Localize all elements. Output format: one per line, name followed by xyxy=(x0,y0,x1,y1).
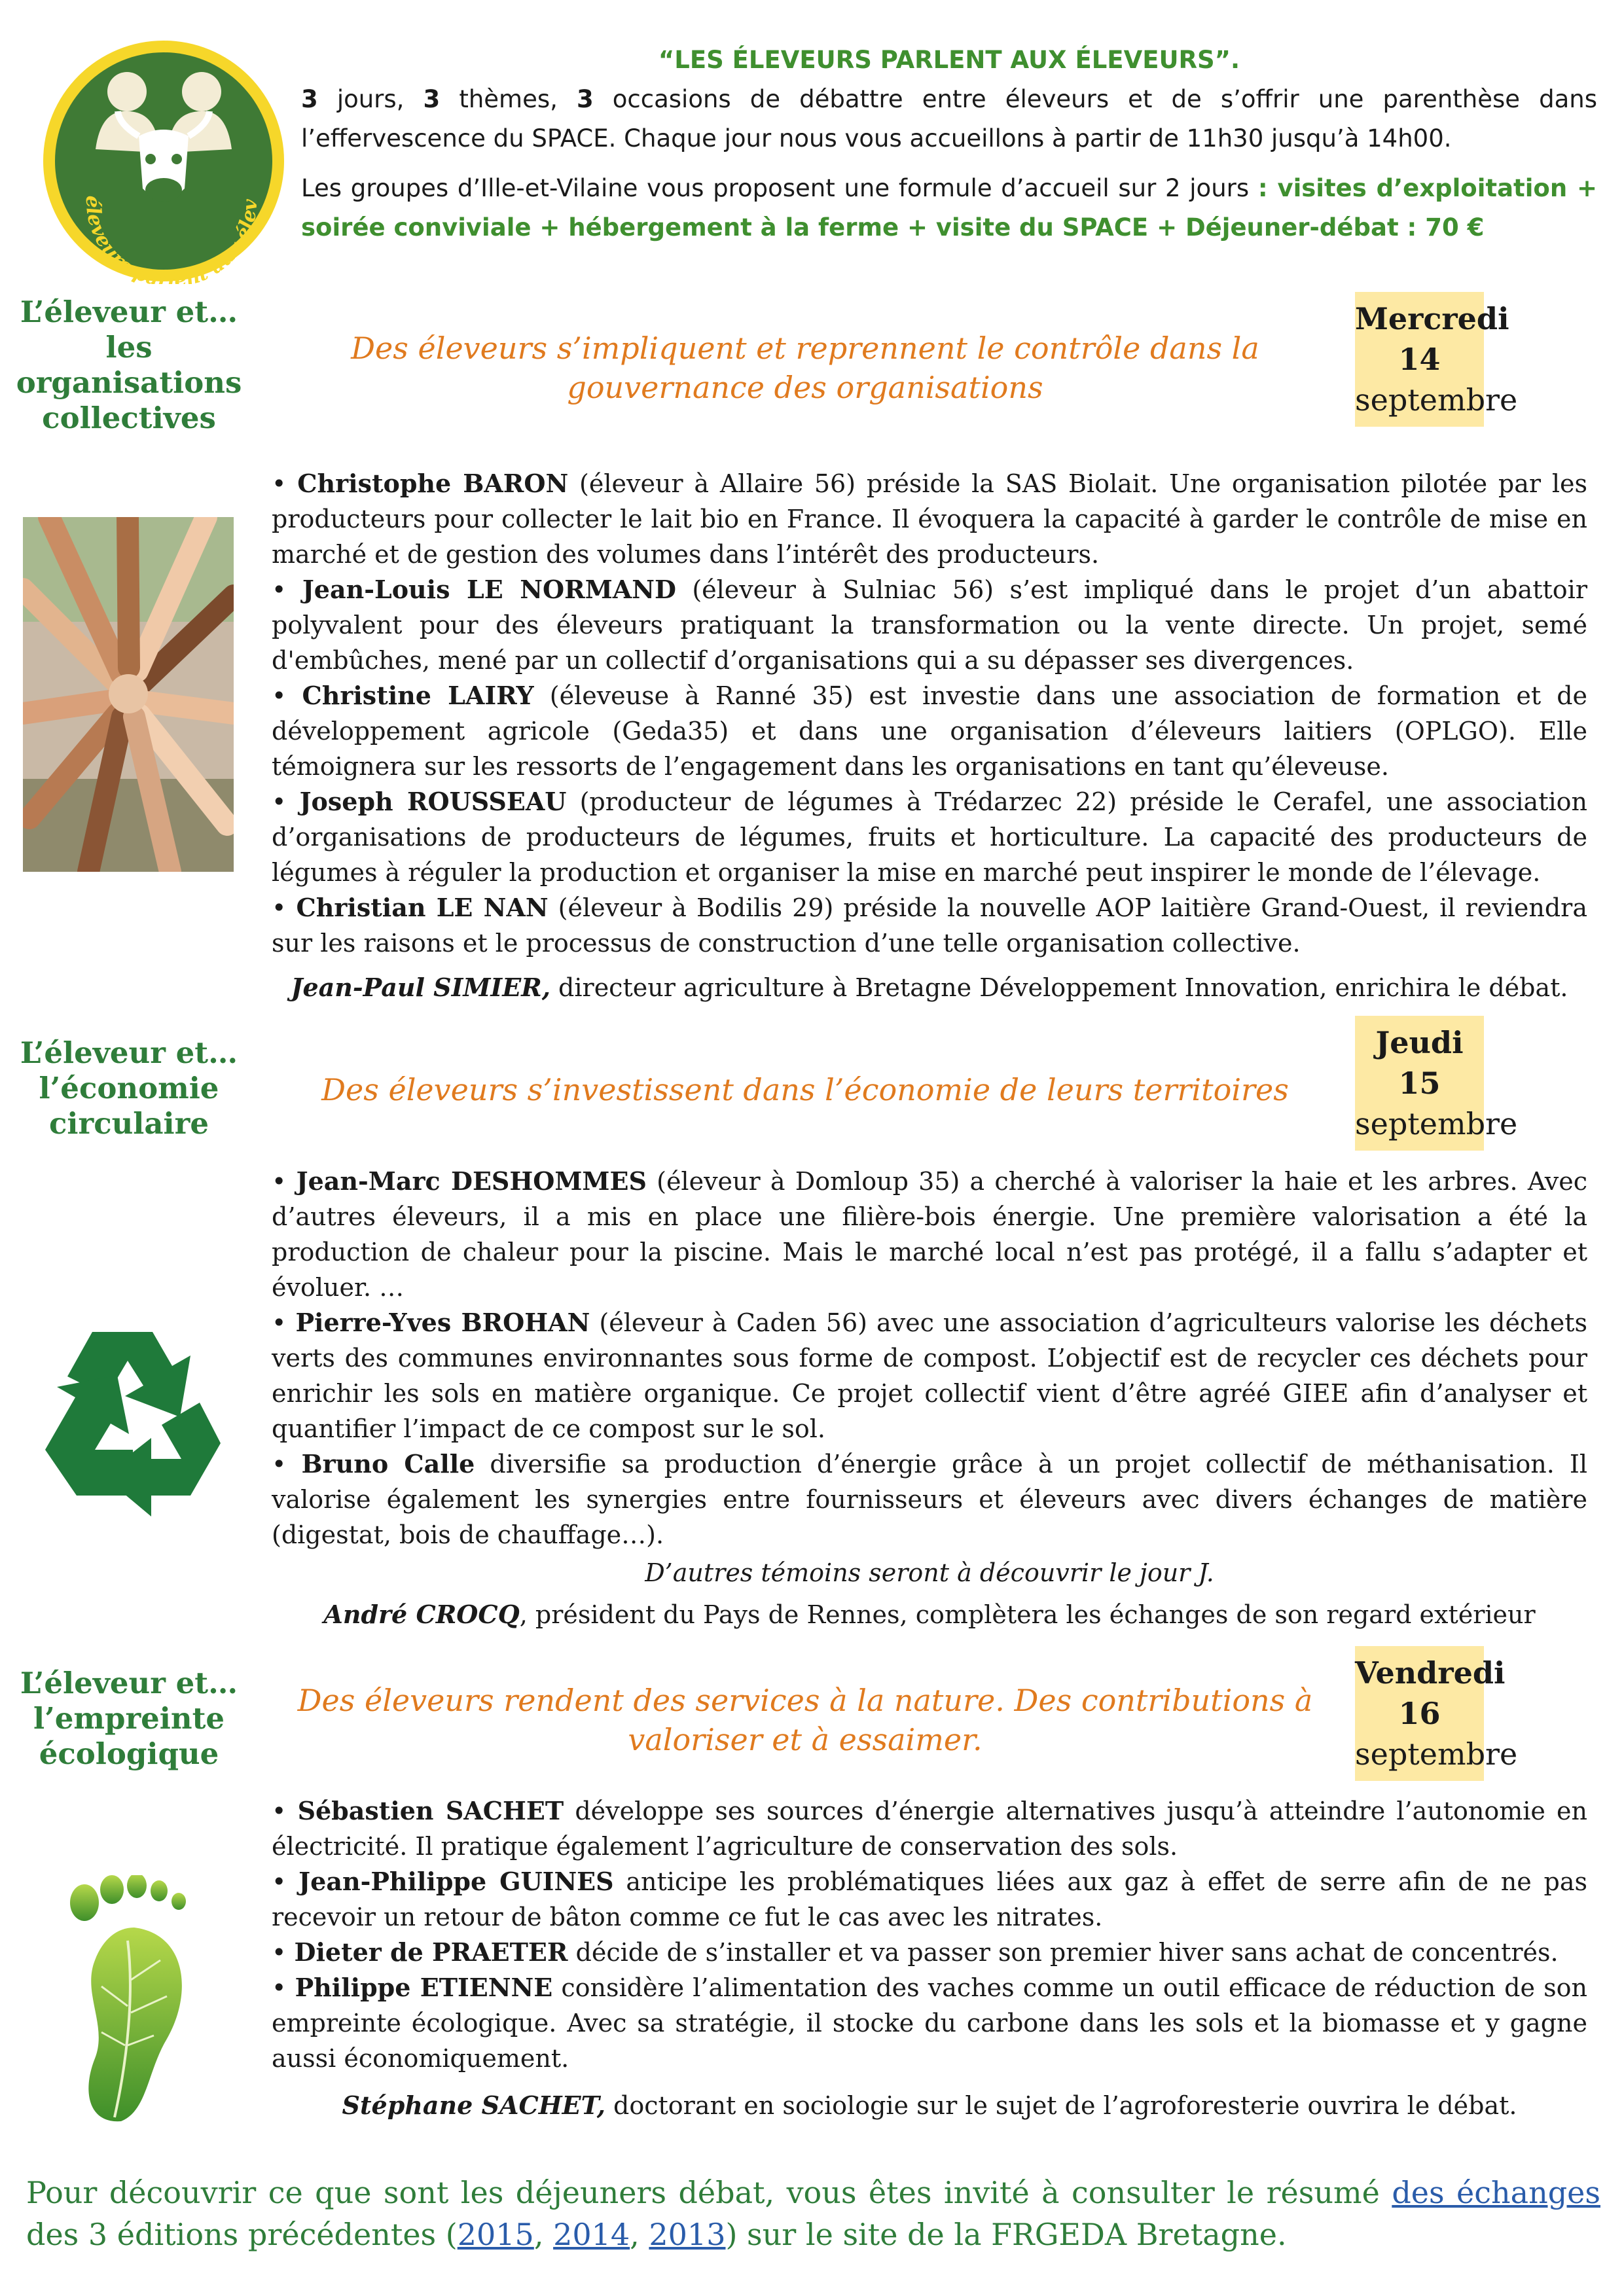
day-name: Jeudi xyxy=(1375,1025,1464,1060)
list-item: • Jean-Philippe GUINES anticipe les problématiques liées aux gaz à effet de serre afin de ne pas recevoir un retour de bâton comme ce fut le cas avec les nitrates. xyxy=(272,1867,1587,1931)
section-theme-organisations: Des éleveurs s’impliquent et reprennent le contrôle dans la gouvernance des organisations xyxy=(351,331,1259,405)
section-theme-empreinte: Des éleveurs rendent des services à la nature. Des contributions à valoriser et à essaimer. xyxy=(297,1683,1313,1757)
day-month: septembre xyxy=(1355,382,1518,418)
link-2014[interactable]: 2014 xyxy=(553,2217,630,2252)
logo-text: éleveurs parlent aux élev xyxy=(81,195,262,284)
day-date: 15 xyxy=(1398,1066,1441,1101)
day-month: septembre xyxy=(1355,1736,1518,1772)
list-item: • Jean-Marc DESHOMMES (éleveur à Domloup 35) a cherché à valoriser la haie et les arbres. Avec d’autres éleveurs, il a mis en place une filière-bois énergie. Une première valorisation a été la production de chaleur pour la piscine. Mais le marché local n’est pas protégé, il a fallu s’adapter et évoluer. … xyxy=(272,1166,1587,1302)
offer-paragraph: Les groupes d’Ille-et-Vilaine vous proposent une formule d’accueil sur 2 jours : visites d’exploitation + soirée conviviale + hébergement à la ferme + visite du SPACE + Déjeuner-débat : 70 € xyxy=(301,174,1598,242)
day-name: Vendredi xyxy=(1355,1655,1506,1691)
section-label-economie: L’éleveur et… l’économie circulaire xyxy=(20,1035,238,1141)
section-body-organisations xyxy=(272,466,1587,1005)
list-item: • Pierre-Yves BROHAN (éleveur à Caden 56) avec une association d’agriculteurs valorise les déchets verts des communes environnantes sous forme de compost. L’objectif est de recycler ces déchets pour enrichir les sols en matière organique. Ce projet collectif vient d’être agréé GIEE afin d’analyser et quantifier l’impact de ce compost sur le sol. xyxy=(272,1308,1587,1443)
day-box-friday xyxy=(1355,1646,1518,1781)
list-item: • Bruno Calle diversifie sa production d’énergie grâce à un projet collectif de méthanisation. Il valorise également les synergies entre fournisseurs et éleveurs avec divers échanges de matière (digestat, bois de chauffage…). xyxy=(272,1449,1588,1549)
section-label-organisations: L’éleveur et… les organisations collectives xyxy=(16,295,242,435)
logo xyxy=(41,38,287,284)
list-item: • Christine LAIRY (éleveuse à Ranné 35) est investie dans une association de formation et de développement agricole (Geda35) et dans une organisation d’éleveurs laitiers (OPLGO). Elle témoignera sur les ressorts de l’engagement dans les organisations en tant qu’éleveuse. xyxy=(272,681,1588,781)
recycle-icon xyxy=(29,1319,236,1526)
list-item: • Jean-Louis LE NORMAND (éleveur à Sulniac 56) s’est impliqué dans le projet d’un abattoir polyvalent pour des éleveurs pratiquant la transformation ou la vente directe. Un projet, semé d'embûches, mené par un collectif d’organisations qui a su dépasser ses divergences. xyxy=(272,575,1588,675)
day-box-wednesday xyxy=(1355,292,1518,427)
section-body-economie xyxy=(272,1164,1587,1632)
day-date: 14 xyxy=(1398,342,1441,377)
link-2015[interactable]: 2015 xyxy=(457,2217,534,2252)
day-name: Mercredi xyxy=(1355,301,1509,336)
list-item: • Christophe BARON (éleveur à Allaire 56) préside la SAS Biolait. Une organisation pilotée par les producteurs pour collecter le lait bio en France. Il évoquera la capacité à garder le contrôle de mise en marché et de gestion des volumes dans l’intérêt des producteurs. xyxy=(272,469,1587,569)
day-date: 16 xyxy=(1398,1696,1441,1731)
list-item: • Sébastien SACHET développe ses sources d’énergie alternatives jusqu’à atteindre l’autonomie en électricité. Il pratique également l’agriculture de conservation des sols. xyxy=(272,1796,1587,1861)
section-theme-economie: Des éleveurs s’investissent dans l’économie de leurs territoires xyxy=(321,1072,1289,1107)
header xyxy=(301,41,1597,247)
section-body-empreinte xyxy=(272,1793,1587,2123)
list-item: • Dieter de PRAETER décide de s’installer et va passer son premier hiver sans achat de concentrés. xyxy=(272,1937,1559,1967)
day-box-thursday xyxy=(1355,1016,1518,1151)
list-item: • Philippe ETIENNE considère l’alimentation des vaches comme un outil efficace de réduction de son empreinte écologique. Avec sa stratégie, il stocke du carbone dans les sols et la biomasse et y gagne aussi économiquement. xyxy=(272,1973,1587,2073)
extra-note: D’autres témoins seront à découvrir le jour J. xyxy=(645,1558,1214,1587)
hands-photo xyxy=(23,517,234,872)
intro-paragraph: 3 jours, 3 thèmes, 3 occasions de débattre entre éleveurs et de s’offrir une parenthèse dans l’effervescence du SPACE. Chaque jour nous vous accueillons à partir de 11h30 jusqu’à 14h00. xyxy=(301,85,1597,152)
footprint-icon xyxy=(62,1875,200,2124)
link-2013[interactable]: 2013 xyxy=(649,2217,726,2252)
link-echanges[interactable]: des échanges xyxy=(1392,2175,1600,2210)
list-item: • Christian LE NAN (éleveur à Bodilis 29) préside la nouvelle AOP laitière Grand-Ouest, il reviendra sur les raisons et le processus de construction d’une telle organisation collective. xyxy=(272,893,1587,958)
day-month: septembre xyxy=(1355,1106,1518,1141)
closing-line: André CROCQ, président du Pays de Rennes, complètera les échanges de son regard extérieur xyxy=(323,1600,1536,1629)
closing-line: Stéphane SACHET, doctorant en sociologie sur le sujet de l’agroforesterie ouvrira le débat. xyxy=(342,2090,1517,2120)
section-label-empreinte: L’éleveur et… l’empreinte écologique xyxy=(20,1666,238,1771)
closing-line: Jean-Paul SIMIER, directeur agriculture à Bretagne Développement Innovation, enrichira le débat. xyxy=(291,973,1568,1002)
page-title: “LES ÉLEVEURS PARLENT AUX ÉLEVEURS”. xyxy=(658,46,1240,74)
footer-note: Pour découvrir ce que sont les déjeuners débat, vous êtes invité à consulter le résumé des échanges des 3 éditions précédentes (2015, 2014, 2013) sur le site de la FRGEDA Bretagne. xyxy=(26,2175,1600,2252)
list-item: • Joseph ROUSSEAU (producteur de légumes à Trédarzec 22) préside le Cerafel, une association d’organisations de producteurs de légumes, fruits et horticulture. La capacité des producteurs de légumes à réguler la production et organiser la mise en marché peut inspirer le monde de l’élevage. xyxy=(272,787,1587,887)
